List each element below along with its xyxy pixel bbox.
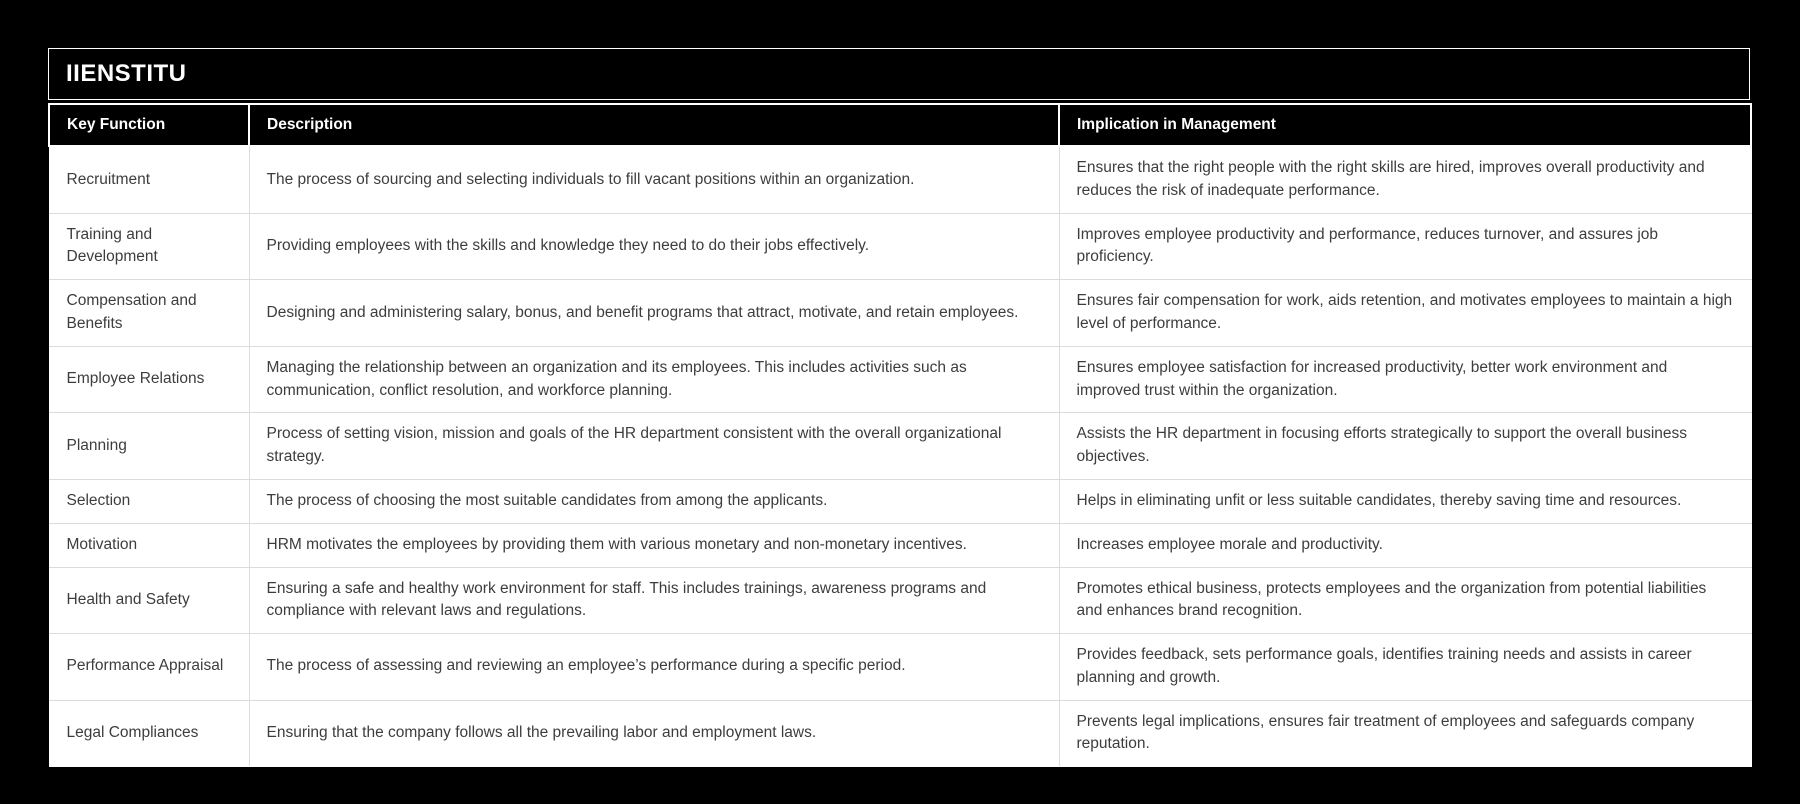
- title-bar: [48, 48, 1750, 100]
- description-cell: HRM motivates the employees by providing them with various monetary and non-monetary incentives.: [249, 523, 1059, 567]
- description-cell: Designing and administering salary, bonus, and benefit programs that attract, motivate, and retain employees.: [249, 280, 1059, 347]
- table-row: [49, 634, 1751, 701]
- table-header: [49, 104, 1751, 146]
- table-body: [49, 146, 1751, 767]
- hr-functions-table: [48, 103, 1752, 767]
- table-row: [49, 479, 1751, 523]
- key-function-cell: Planning: [49, 413, 249, 480]
- description-cell: The process of sourcing and selecting individuals to fill vacant positions within an organization.: [249, 146, 1059, 213]
- table-card: [48, 48, 1750, 767]
- implication-cell: Ensures that the right people with the right skills are hired, improves overall productivity and reduces the risk of inadequate performance.: [1059, 146, 1751, 213]
- description-cell: Managing the relationship between an organization and its employees. This includes activities such as communication, conflict resolution, and workforce planning.: [249, 346, 1059, 413]
- implication-cell: Ensures fair compensation for work, aids retention, and motivates employees to maintain a high level of performance.: [1059, 280, 1751, 347]
- table-row: [49, 146, 1751, 213]
- key-function-cell: Health and Safety: [49, 567, 249, 634]
- table-row: [49, 413, 1751, 480]
- column-header-implication: Implication in Management: [1059, 104, 1751, 146]
- key-function-cell: Performance Appraisal: [49, 634, 249, 701]
- header-row: [49, 104, 1751, 146]
- implication-cell: Promotes ethical business, protects employees and the organization from potential liabilities and enhances brand recognition.: [1059, 567, 1751, 634]
- page-title: IIENSTITU: [66, 60, 187, 87]
- implication-cell: Assists the HR department in focusing efforts strategically to support the overall business objectives.: [1059, 413, 1751, 480]
- implication-cell: Prevents legal implications, ensures fair treatment of employees and safeguards company reputation.: [1059, 700, 1751, 767]
- implication-cell: Helps in eliminating unfit or less suitable candidates, thereby saving time and resources.: [1059, 479, 1751, 523]
- key-function-cell: Motivation: [49, 523, 249, 567]
- description-cell: Ensuring a safe and healthy work environment for staff. This includes trainings, awareness programs and compliance with relevant laws and regulations.: [249, 567, 1059, 634]
- implication-cell: Increases employee morale and productivity.: [1059, 523, 1751, 567]
- column-header-description: Description: [249, 104, 1059, 146]
- description-cell: Ensuring that the company follows all the prevailing labor and employment laws.: [249, 700, 1059, 767]
- table-row: [49, 213, 1751, 280]
- column-header-key-function: Key Function: [49, 104, 249, 146]
- key-function-cell: Training and Development: [49, 213, 249, 280]
- table-row: [49, 523, 1751, 567]
- description-cell: Process of setting vision, mission and goals of the HR department consistent with the overall organizational strategy.: [249, 413, 1059, 480]
- table-row: [49, 346, 1751, 413]
- description-cell: The process of choosing the most suitable candidates from among the applicants.: [249, 479, 1059, 523]
- key-function-cell: Compensation and Benefits: [49, 280, 249, 347]
- description-cell: The process of assessing and reviewing an employee’s performance during a specific period.: [249, 634, 1059, 701]
- implication-cell: Improves employee productivity and performance, reduces turnover, and assures job proficiency.: [1059, 213, 1751, 280]
- implication-cell: Provides feedback, sets performance goals, identifies training needs and assists in career planning and growth.: [1059, 634, 1751, 701]
- key-function-cell: Recruitment: [49, 146, 249, 213]
- implication-cell: Ensures employee satisfaction for increased productivity, better work environment and improved trust within the organization.: [1059, 346, 1751, 413]
- key-function-cell: Legal Compliances: [49, 700, 249, 767]
- table-row: [49, 700, 1751, 767]
- key-function-cell: Selection: [49, 479, 249, 523]
- key-function-cell: Employee Relations: [49, 346, 249, 413]
- description-cell: Providing employees with the skills and knowledge they need to do their jobs effectively.: [249, 213, 1059, 280]
- table-row: [49, 280, 1751, 347]
- table-row: [49, 567, 1751, 634]
